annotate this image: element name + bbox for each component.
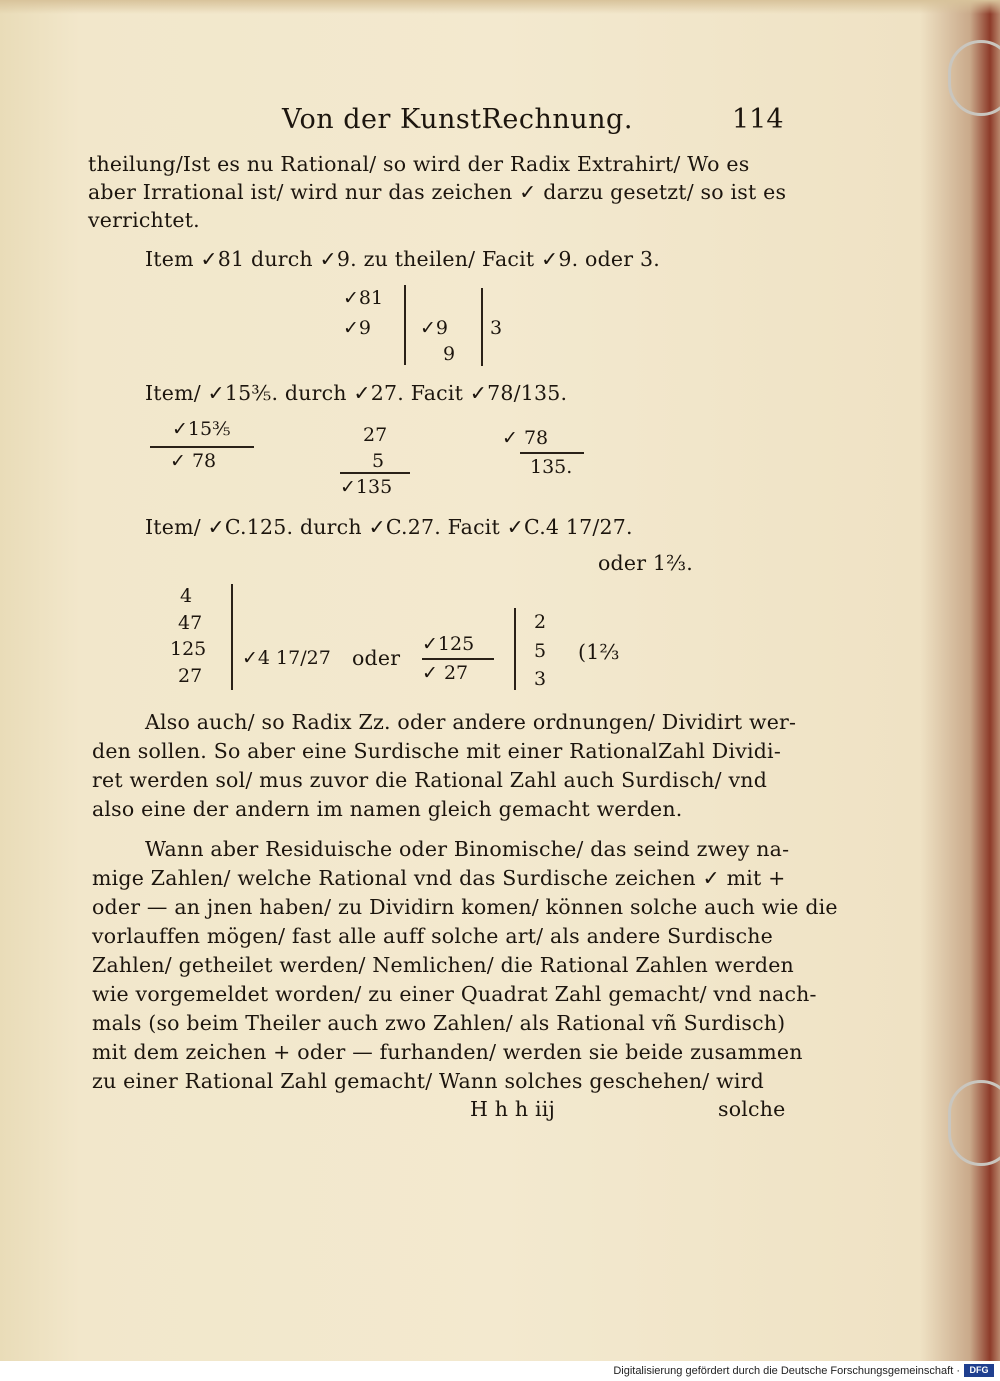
- ex3-stack-2: 47: [178, 612, 203, 634]
- para-2-line-8: mit dem zeichen + oder — furhanden/ werden sie beide zusammen: [92, 1040, 803, 1064]
- ex2-mid-a: 27: [363, 424, 388, 446]
- ex3-bar-2: [514, 608, 516, 690]
- para-2-line-2: mige Zahlen/ welche Rational vnd das Surdische zeichen ✓ mit +: [92, 866, 786, 890]
- ex3-stack-1: 4: [180, 585, 193, 607]
- catchword: solche: [718, 1097, 786, 1121]
- ex2-mid-c: ✓135: [340, 476, 393, 498]
- ex2-res-num: ✓ 78: [502, 427, 549, 449]
- running-title: Von der KunstRechnung.: [282, 104, 633, 135]
- para-1-line-4: also eine der andern im namen gleich gemacht werden.: [92, 797, 683, 821]
- ex2-rule-left: [150, 446, 254, 448]
- ex3-right-1: 2: [534, 611, 547, 633]
- para-1-line-2: den sollen. So aber eine Surdische mit einer RationalZahl Dividi-: [92, 739, 781, 763]
- para-2-line-6: wie vorgemeldet worden/ zu einer Quadrat Zahl gemacht/ vnd nach-: [92, 982, 817, 1006]
- ex3-mid: ✓4 17/27: [242, 647, 331, 669]
- digitization-footer: [0, 1361, 1000, 1381]
- ex3-right-2: 5: [534, 640, 547, 662]
- para-1-line-1: Also auch/ so Radix Zz. oder andere ordnungen/ Dividirt wer-: [145, 710, 797, 734]
- example-3-line: Item/ ✓C.125. durch ✓C.27. Facit ✓C.4 17/27.: [145, 515, 633, 539]
- ex2-num-a: ✓15⅗: [172, 418, 231, 440]
- para-2-line-1: Wann aber Residuische oder Binomische/ das seind zwey na-: [145, 837, 790, 861]
- ex2-res-den: 135.: [530, 456, 573, 478]
- example-2-line: Item/ ✓15⅗. durch ✓27. Facit ✓78/135.: [145, 381, 568, 405]
- ex3-stack-4: 27: [178, 665, 203, 687]
- signature-mark: H h h iij: [470, 1097, 556, 1121]
- para-2-line-9: zu einer Rational Zahl gemacht/ Wann solches geschehen/ wird: [92, 1069, 764, 1093]
- example-3-line-b: oder 1⅔.: [598, 551, 693, 575]
- intro-line-1: theilung/Ist es nu Rational/ so wird der Radix Extrahirt/ Wo es: [88, 152, 750, 176]
- ex3-oder: oder: [352, 646, 401, 670]
- ex2-mid-b: 5: [372, 450, 385, 472]
- ex3-stack-3: 125: [170, 638, 207, 660]
- ex3-frac-bottom: ✓ 27: [422, 662, 469, 684]
- para-2-line-7: mals (so beim Theiler auch zwo Zahlen/ als Rational vñ Surdisch): [92, 1011, 786, 1035]
- ex3-frac-top: ✓125: [422, 633, 475, 655]
- ex2-num-b: ✓ 78: [170, 450, 217, 472]
- ex3-frac-rule: [422, 658, 494, 660]
- intro-line-3: verrichtet.: [88, 208, 200, 232]
- para-2-line-3: oder — an jnen haben/ zu Dividirn komen/ können solche auch wie die: [92, 895, 838, 919]
- paper-clip-bottom: [948, 1080, 1000, 1166]
- ex2-rule-mid: [340, 472, 410, 474]
- para-1-line-3: ret werden sol/ mus zuvor die Rational Zahl auch Surdisch/ vnd: [92, 768, 768, 792]
- ex1-top: ✓81: [343, 287, 384, 309]
- ex1-mid-bottom: 9: [443, 343, 456, 365]
- page-number: 114: [732, 104, 784, 135]
- para-2-line-5: Zahlen/ getheilet werden/ Nemlichen/ die Rational Zahlen werden: [92, 953, 794, 977]
- paper-clip-top: [948, 40, 1000, 116]
- example-1-line: Item ✓81 durch ✓9. zu theilen/ Facit ✓9. oder 3.: [145, 247, 660, 271]
- ex3-right-3: 3: [534, 668, 547, 690]
- ex1-bar-2: [481, 288, 483, 366]
- page-top-shadow: [0, 0, 1000, 14]
- footer-credit: Digitalisierung gefördert durch die Deutsche Forschungsgemeinschaft ·: [613, 1365, 960, 1377]
- dfg-logo-icon: DFG: [964, 1364, 994, 1377]
- para-2-line-4: vorlauffen mögen/ fast alle auff solche art/ als andere Surdische: [92, 924, 774, 948]
- ex1-mid-top: ✓9: [420, 317, 449, 339]
- ex1-result: 3: [490, 317, 503, 339]
- ex3-result: (1⅔: [578, 640, 620, 664]
- intro-line-2: aber Irrational ist/ wird nur das zeichen ✓ darzu gesetzt/ so ist es: [88, 180, 787, 204]
- ex1-left-bottom: ✓9: [343, 317, 372, 339]
- ex2-rule-right: [520, 452, 584, 454]
- ex1-bar-1: [404, 285, 406, 365]
- ex3-bar-1: [231, 584, 233, 690]
